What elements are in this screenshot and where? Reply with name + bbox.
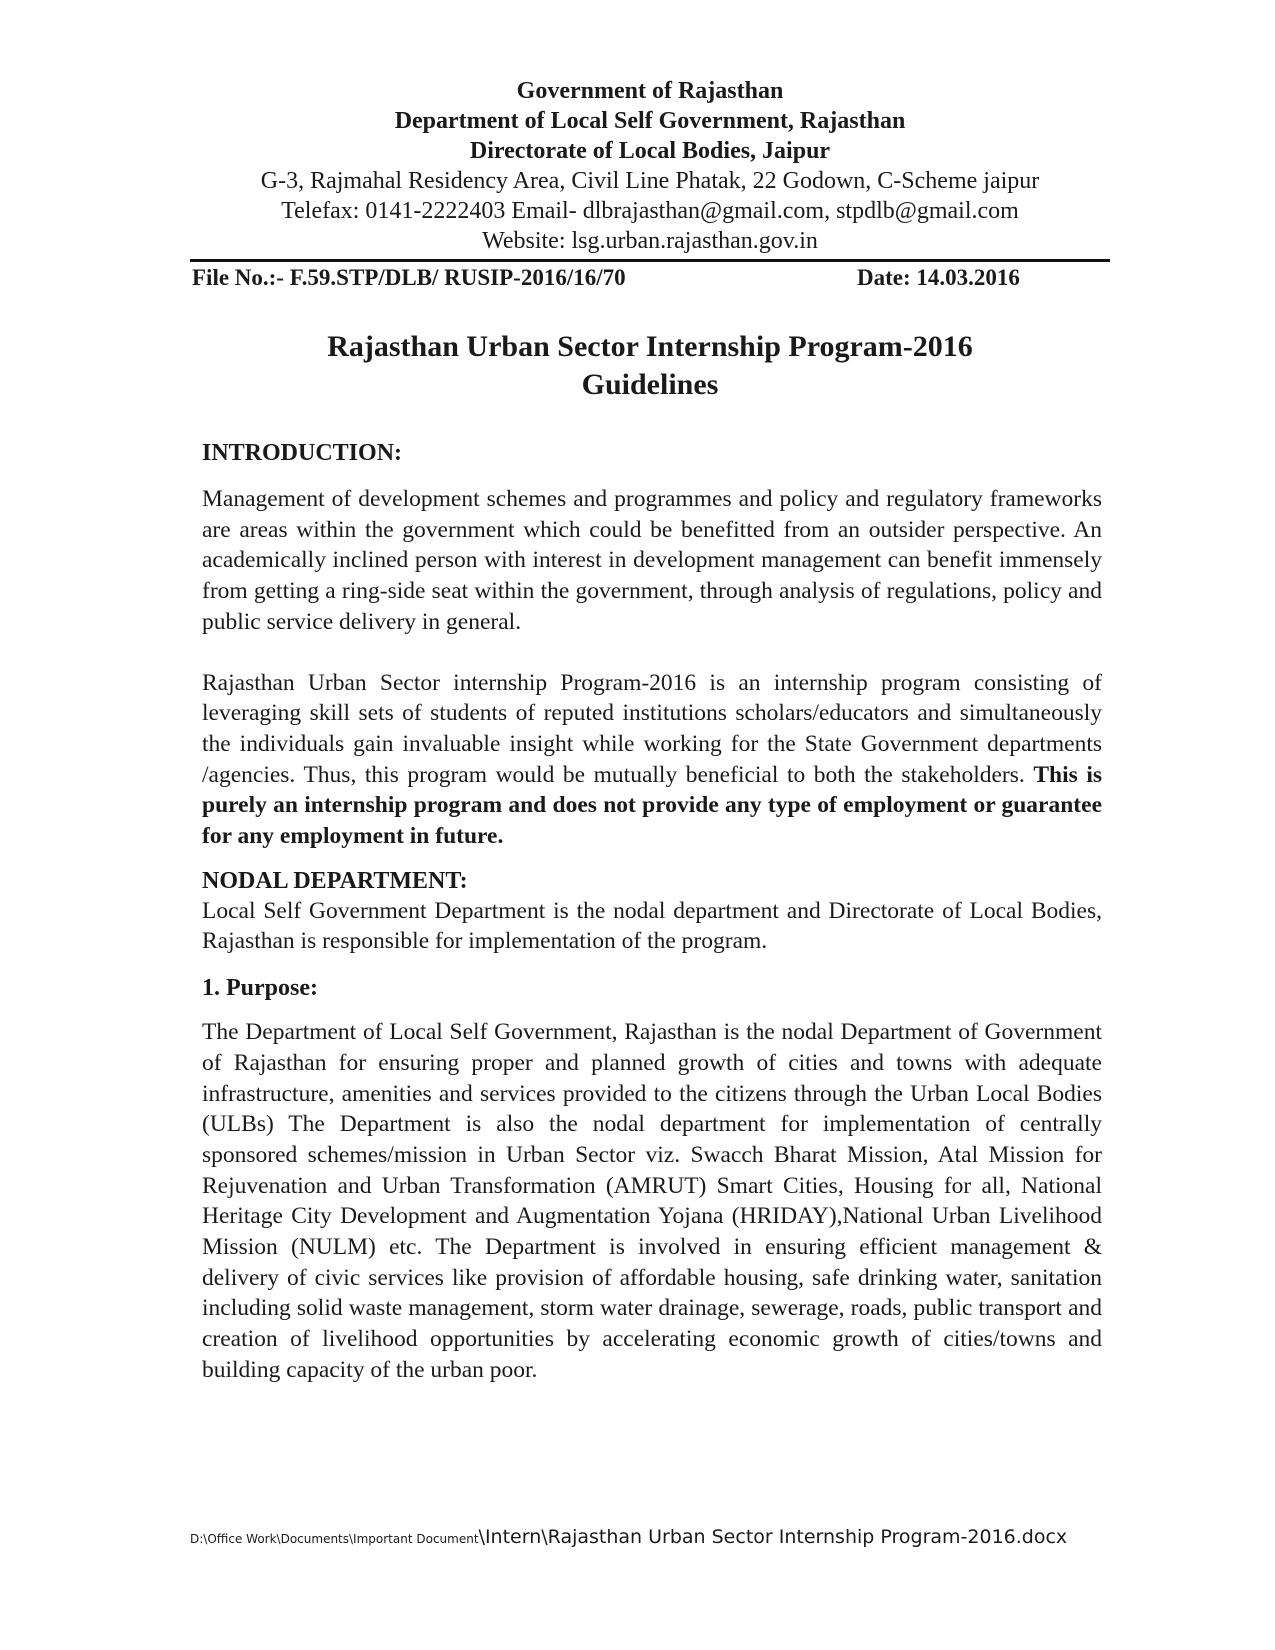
contact-line: Telefax: 0141-2222403 Email- dlbrajasthan@gmail.com, stpdlb@gmail.com	[281, 198, 1019, 224]
purpose-paragraph: The Department of Local Self Government, Rajasthan is the nodal Department of Government of Rajasthan for ensuring proper and planned growth of cities and towns with adequate infrastructure, amenities and services provided to the citizens through the Urban Local Bodies (ULBs) The Department is also the nodal department for implementation of centrally sponsored schemes/mission in Urban Sector viz. Swacch Bharat Mission, Atal Mission for Rejuvenation and Urban Transformation (AMRUT) Smart Cities, Housing for all, National Heritage City Development and Augmentation Yojana (HRIDAY),National Urban Livelihood Mission (NULM) etc. The Department is involved in ensuring efficient management & delivery of civic services like provision of affordable housing, safe drinking water, sanitation including solid waste management, storm water drainage, sewerage, roads, public transport and creation of livelihood opportunities by accelerating economic growth of cities/towns and building capacity of the urban poor.	[202, 1019, 1102, 1383]
letterhead	[190, 76, 1110, 256]
employment-disclaimer: This is purely an internship program and does not provide any type of employment or guarantee for any employment in future.	[202, 761, 1103, 850]
department-name: Department of Local Self Government, Rajasthan	[394, 108, 906, 134]
introduction-heading: INTRODUCTION:	[202, 440, 403, 466]
introduction-paragraph: Management of development schemes and programmes and policy and regulatory frameworks are areas within the government which could be benefitted from an outsider perspective. An academically inclined person with interest in development management can benefit immensely from getting a ring-side seat within the government, through analysis of regulations, policy and public service delivery in general.	[202, 486, 1102, 635]
title-line-1: Rajasthan Urban Sector Internship Program-2016	[327, 330, 973, 363]
directorate-name: Directorate of Local Bodies, Jaipur	[469, 138, 831, 164]
website-line: Website: lsg.urban.rajasthan.gov.in	[482, 228, 818, 254]
letterhead-divider	[190, 259, 1110, 262]
purpose-heading: 1. Purpose:	[202, 975, 318, 1002]
file-number: File No.:- F.59.STP/DLB/ RUSIP-2016/16/70	[192, 265, 626, 290]
document-date: Date: 14.03.2016	[857, 265, 1020, 290]
title-line-2: Guidelines	[581, 368, 719, 401]
government-name: Government of Rajasthan	[516, 78, 784, 104]
program-description-text: Rajasthan Urban Sector internship Program-2016 is an internship program consisting of leveraging skill sets of students of reputed institutions scholars/educators and simultaneously the individuals gain invaluable insight while working for the State Government departments /agencies. Thus, this program would be mutually beneficial to both the stakeholders.	[202, 669, 1102, 788]
document-body	[202, 438, 1102, 1386]
footer-path-prefix: D:\Office Work\Documents\Important Document	[190, 1532, 479, 1546]
file-reference-line	[192, 263, 1110, 293]
address-line: G-3, Rajmahal Residency Area, Civil Line Phatak, 22 Godown, C-Scheme jaipur	[260, 168, 1040, 194]
footer-path-filename: \Intern\Rajasthan Urban Sector Internship Program-2016.docx	[478, 1526, 1068, 1548]
program-description-paragraph	[202, 668, 1102, 852]
file-path-footer	[190, 1526, 1190, 1548]
document-title	[190, 328, 1110, 404]
nodal-department-heading: NODAL DEPARTMENT:	[202, 867, 468, 894]
nodal-department-paragraph: Local Self Government Department is the nodal department and Directorate of Local Bodies, Rajasthan is responsible for implementation of the program.	[202, 897, 1102, 955]
